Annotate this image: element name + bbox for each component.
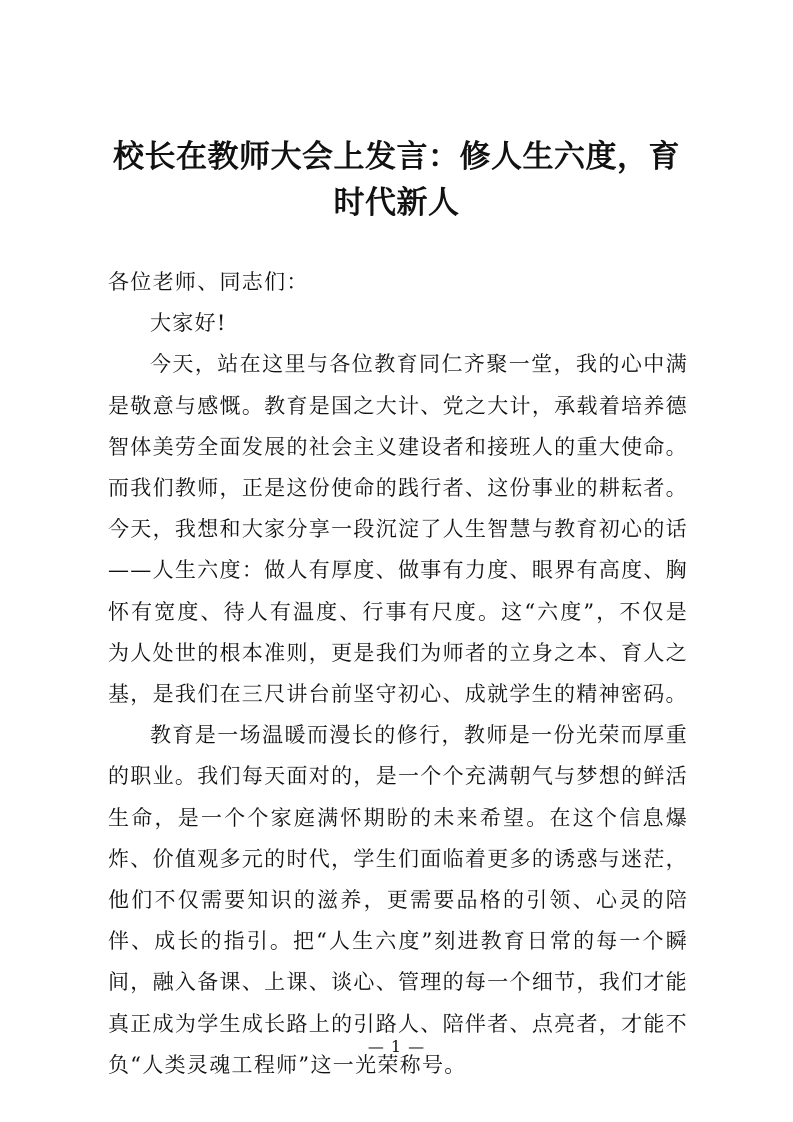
salutation: 各位老师、同志们： (108, 270, 309, 294)
page-number: — 1 — (367, 1037, 426, 1056)
document-title: 校长在教师大会上发言：修人生六度，育时代新人 (113, 139, 680, 221)
document-body (108, 262, 688, 1086)
paragraph-2: 教育是一场温暖而漫长的修行，教师是一份光荣而厚重的职业。我们每天面对的，是一个个充满朝气与梦想的鲜活生命，是一个个家庭满怀期盼的未来希望。在这个信息爆炸、价值观多元的时代，学生们面临着更多的诱惑与迷茫，他们不仅需要知识的滋养，更需要品格的引领、心灵的陪伴、成长的指引。把“人生六度”刻进教育日常的每一个瞬间，融入备课、上课、谈心、管理的每一个细节，我们才能真正成为学生成长路上的引路人、陪伴者、点亮者，才能不负“人类灵魂工程师”这一光荣称号。 (108, 723, 688, 1077)
greeting: 大家好! (150, 311, 227, 336)
paragraph-1: 今天，站在这里与各位教育同仁齐聚一堂，我的心中满是敬意与感慨。教育是国之大计、党之大计，承载着培养德智体美劳全面发展的社会主义建设者和接班人的重大使命。而我们教师，正是这份使命的践行者、这份事业的耕耘者。今天，我想和大家分享一段沉淀了人生智慧与教育初心的话——人生六度：做人有厚度、做事有力度、眼界有高度、胸怀有宽度、待人有温度、行事有尺度。这“六度”，不仅是为人处世的根本准则，更是我们为师者的立身之本、育人之基，是我们在三尺讲台前坚守初心、成就学生的精神密码。 (108, 352, 688, 707)
